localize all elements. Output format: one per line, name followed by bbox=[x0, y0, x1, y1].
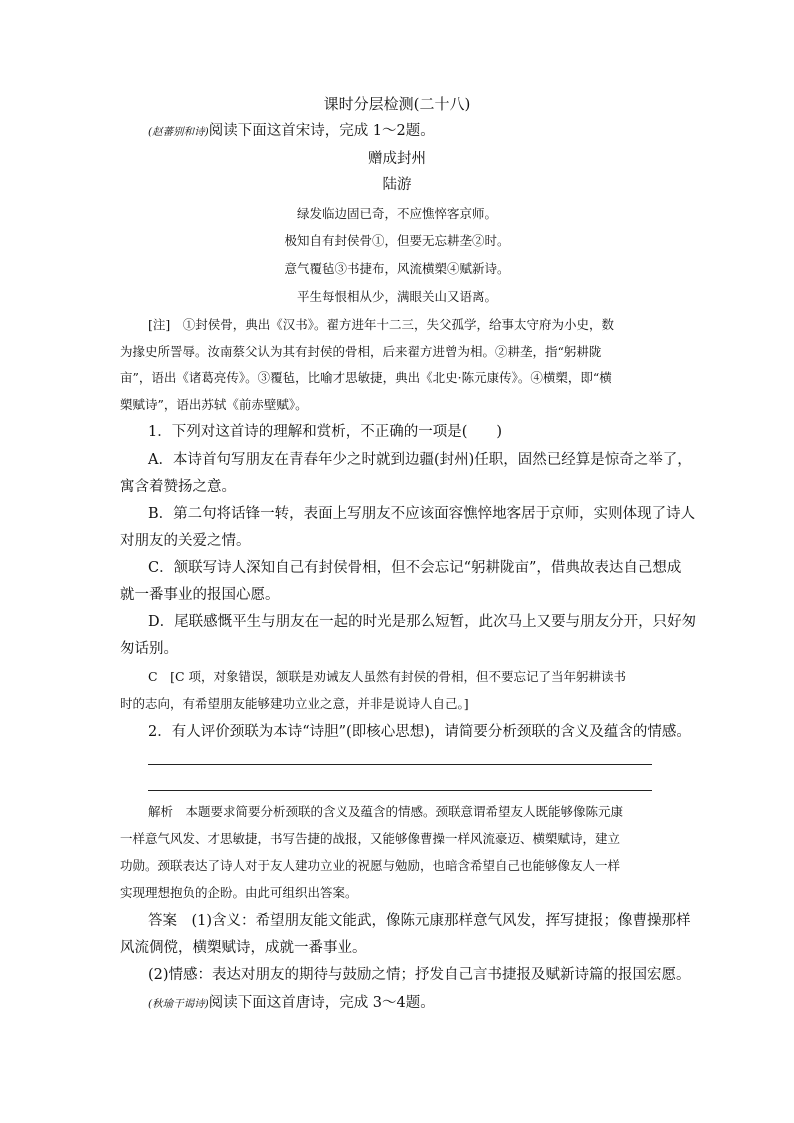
note-line: 亩”，语出《诸葛亮传》。③覆毡，比喻才思敏捷，典出《北史·陈元康传》。④横槊，即“横 bbox=[120, 370, 612, 385]
poem-line: 平生每恨相从少，满眼关山又语离。 bbox=[296, 289, 497, 304]
answer-blank-line bbox=[148, 764, 652, 765]
answer-blank-line bbox=[148, 790, 652, 791]
note-line: 为掾史所詈辱。汝南蔡父认为其有封侯的骨相，后来翟方进曾为相。②耕垄，指“躬耕陇 bbox=[120, 344, 602, 359]
note-line: [注] ①封侯骨，典出《汉书》。翟方进年十二三，失父孤学，给事太守府为小史，数 bbox=[148, 317, 615, 332]
note-line: 槊赋诗”，语出苏轼《前赤壁赋》。 bbox=[120, 397, 308, 412]
section1-intro: 阅读下面这首宋诗，完成 1～2题。 bbox=[208, 123, 435, 139]
option-a-cont: 寓含着赞扬之意。 bbox=[120, 479, 236, 495]
answer-2-meaning-cont: 风流倜傥，横槊赋诗，成就一番事业。 bbox=[120, 940, 367, 956]
question-2-stem: 2．有人评价颈联为本诗“诗胆”(即核心思想)，请简要分析颈联的含义及蕴含的情感。 bbox=[148, 724, 691, 740]
option-d: D．尾联感慨平生与朋友在一起的时光是那么短暂，此次马上又要与朋友分开，只好匆 bbox=[148, 614, 697, 630]
question-1-stem: 1．下列对这首诗的理解和赏析，不正确的一项是( ) bbox=[148, 424, 503, 440]
poem-line: 绿发临边固已奇，不应憔悴客京师。 bbox=[296, 206, 497, 221]
section1-intro-line bbox=[148, 121, 435, 142]
option-b-cont: 对朋友的关爱之情。 bbox=[120, 533, 251, 549]
poem-line: 意气覆毡③书捷布，风流横槊④赋新诗。 bbox=[284, 261, 510, 276]
option-c: C．颔联写诗人深知自己有封侯骨相，但不会忘记“躬耕陇亩”，借典故表达自己想成 bbox=[148, 560, 682, 576]
section2-intro: 阅读下面这首唐诗，完成 3～4题。 bbox=[208, 995, 435, 1011]
analysis-line: 实现理想抱负的企盼。由此可组织出答案。 bbox=[120, 885, 358, 900]
section1-tag: (赵蕃别和诗) bbox=[148, 126, 209, 138]
poem-title: 赠成封州 bbox=[368, 151, 426, 167]
page-title: 课时分层检测(二十八) bbox=[323, 95, 471, 113]
option-d-cont: 匆话别。 bbox=[120, 641, 178, 657]
answer-1: C [C 项，对象错误，颔联是劝诫友人虽然有封侯的骨相，但不要忘记了当年躬耕读书 bbox=[148, 669, 626, 684]
analysis-line: 解析 本题要求简要分析颈联的含义及蕴含的情感。颈联意谓希望友人既能够像陈元康 bbox=[148, 804, 624, 819]
answer-1-cont: 时的志向，有希望朋友能够建功立业之意，并非是说诗人自己。] bbox=[120, 696, 469, 711]
option-c-cont: 就一番事业的报国心愿。 bbox=[120, 587, 280, 603]
section2-intro-line bbox=[148, 993, 435, 1014]
analysis-line: 功勋。颈联表达了诗人对于友人建功立业的祝愿与勉励，也暗含希望自己也能够像友人一样 bbox=[120, 858, 621, 873]
poem-author: 陆游 bbox=[382, 177, 412, 193]
option-a: A．本诗首句写朋友在青春年少之时就到边疆(封州)任职，固然已经算是惊奇之举了， bbox=[148, 452, 692, 468]
option-b: B．第二句将话锋一转，表面上写朋友不应该面容憔悴地客居于京师，实则体现了诗人 bbox=[148, 506, 696, 522]
section2-tag: (秋瑜干谒诗) bbox=[148, 998, 209, 1010]
answer-2-emotion: (2)情感：表达对朋友的期待与鼓励之情；抒发自己言书捷报及赋新诗篇的报国宏愿。 bbox=[148, 967, 691, 983]
poem-line: 极知自有封侯骨①，但要无忘耕垄②时。 bbox=[284, 233, 510, 248]
answer-2-meaning: 答案 (1)含义：希望朋友能文能武，像陈元康那样意气风发，挥写捷报；像曹操那样 bbox=[148, 913, 691, 929]
analysis-line: 一样意气风发、才思敏捷，书写告捷的战报，又能够像曹操一样风流豪迈、横槊赋诗，建立 bbox=[120, 831, 621, 846]
